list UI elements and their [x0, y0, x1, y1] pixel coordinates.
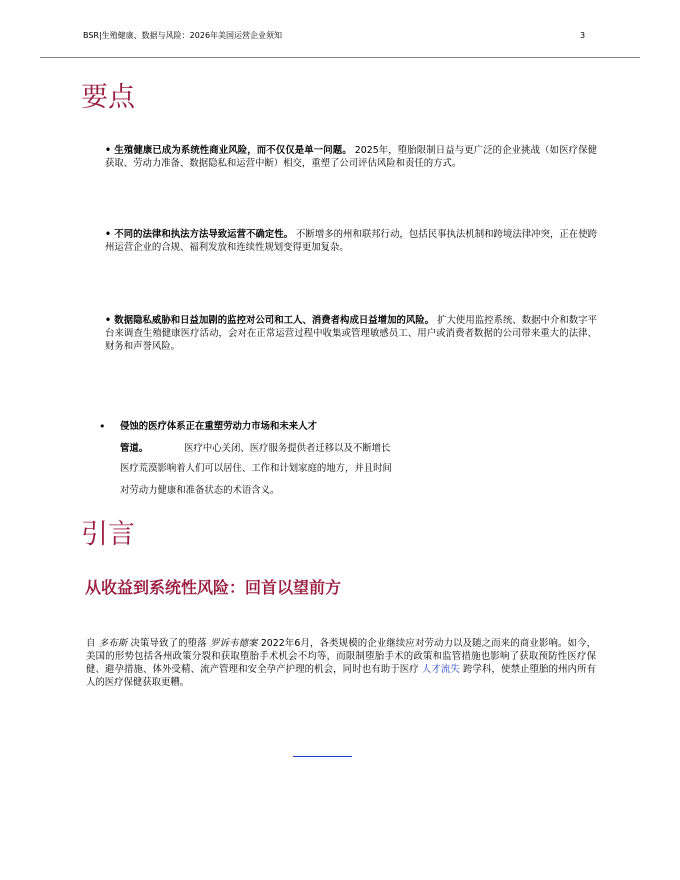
key-points-heading: 要点: [81, 82, 135, 113]
header-divider: [40, 57, 640, 58]
footnote-divider: [293, 756, 352, 757]
key-point-4-line-4: 对劳动力健康和准备状态的术语含义。: [120, 485, 280, 496]
key-point-3-body: 扩大使用监控系统、数据中介和数字平台来调查生殖健康医疗活动，会对在正常运营过程中收集或管理敏感员工、用户或消费者数据的公司带来重大的法律、财务和声誉风险。: [105, 315, 597, 352]
case-name-dobbs: 多布斯: [98, 638, 128, 649]
key-point-2-lead: • 不同的法律和执法方法导致运营不确定性。: [105, 229, 293, 240]
key-point-3: [105, 314, 597, 353]
page-number: 3: [580, 31, 586, 40]
introduction-heading: 引言: [81, 519, 135, 550]
key-point-1-lead: • 生殖健康已成为系统性商业风险，而不仅仅是单一问题。: [105, 145, 352, 156]
key-point-3-lead: • 数据隐私威胁和日益加剧的监控对公司和工人、消费者构成日益增加的风险。: [105, 315, 434, 326]
case-name-roe: 罗诉韦德案: [209, 638, 258, 649]
page-header: [0, 0, 680, 58]
key-point-4-bullet-icon: •: [99, 420, 106, 433]
key-point-4-line-2: 管道。 医疗中心关闭、医疗服务提供者迁移以及不断增长: [120, 443, 391, 454]
key-point-4-line-1: 侵蚀的医疗体系正在重塑劳动力市场和未来人才: [120, 421, 317, 432]
key-point-4-line-3: 医疗荒漠影响着人们可以居住、工作和计划家庭的地方，并且时间: [120, 463, 392, 474]
key-point-1-body: 2025年，堕胎限制日益与更广泛的企业挑战（如医疗保健获取、劳动力准备、数据隐私和运营中断）相交，重塑了公司评估风险和责任的方式。: [105, 145, 597, 169]
key-point-2-body: 不断增多的州和联邦行动，包括民事执法机制和跨境法律冲突，正在使跨州运营企业的合规、福利发放和连续性规划变得更加复杂。: [105, 229, 597, 253]
brain-drain-link[interactable]: 人才流失: [421, 664, 460, 675]
header-title: BSR|生殖健康、数据与风险：2026年美国运营企业须知: [83, 31, 283, 40]
key-point-2: [105, 228, 597, 254]
key-point-1: [105, 144, 597, 170]
introduction-paragraph: 自 多布斯 决策导致了的堕落 罗诉韦德案 2022年6月，各类规模的企业继续应对劳动力以及随之而来的商业影响。如今，美国的形势包括各州政策分裂和获取堕胎手术机会不均等，而限制堕胎手术的政策和监管措施也影响了获取预防性医疗保健、避孕措施、体外受精、流产管理和安全孕产护理的机会，同时也有助于医疗 人才流失 跨学科，使禁止堕胎的州内所有人的医疗保健获取更糟。: [86, 638, 597, 688]
introduction-subheading: 从收益到系统性风险：回首以望前方: [85, 578, 342, 597]
